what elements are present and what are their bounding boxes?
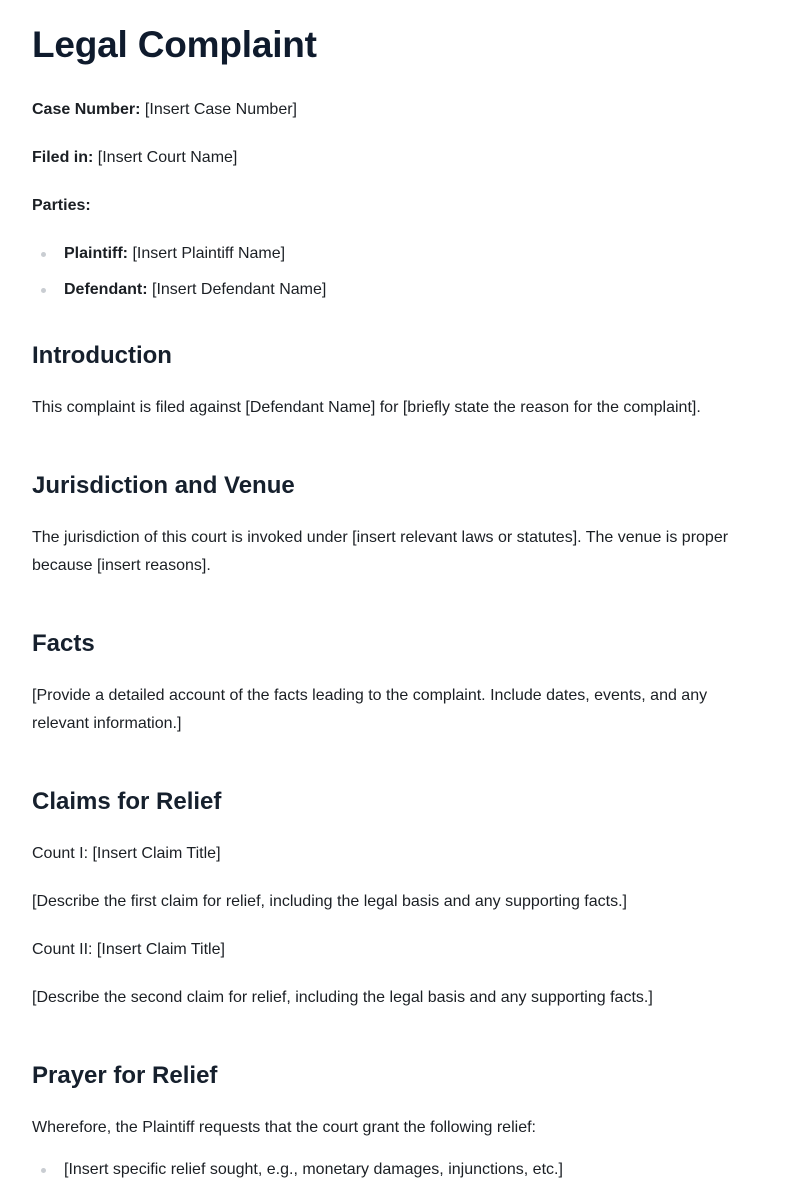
- jurisdiction-text: The jurisdiction of this court is invoked under [insert relevant laws or statutes]. The venue is proper because [insert reasons].: [32, 529, 729, 574]
- claim-count-2-description: [Describe the second claim for relief, including the legal basis and any supporting facts.]: [32, 989, 653, 1006]
- parties-line: [32, 194, 768, 218]
- case-number-line: [32, 98, 768, 122]
- case-number-value: [Insert Case Number]: [140, 101, 297, 118]
- list-item: [Insert specific relief sought, e.g., monetary damages, injunctions, etc.]: [32, 1158, 768, 1182]
- facts-heading: Facts: [32, 630, 95, 657]
- filed-in-label: Filed in:: [32, 149, 94, 166]
- prayer-text: Wherefore, the Plaintiff requests that the court grant the following relief:: [32, 1119, 536, 1136]
- claim-count-1-description: [Describe the first claim for relief, including the legal basis and any supporting facts.]: [32, 893, 627, 910]
- claim-count-1-title: Count I: [Insert Claim Title]: [32, 845, 221, 862]
- claims-heading: Claims for Relief: [32, 788, 222, 815]
- plaintiff-label: Plaintiff:: [64, 245, 128, 262]
- introduction-heading: Introduction: [32, 342, 172, 369]
- filed-in-value: [Insert Court Name]: [93, 149, 238, 166]
- prayer-heading: Prayer for Relief: [32, 1062, 218, 1089]
- list-item: [32, 278, 768, 302]
- facts-text: [Provide a detailed account of the facts leading to the complaint. Include dates, events, and any relevant information.]: [32, 687, 708, 732]
- defendant-label: Defendant:: [64, 281, 148, 298]
- parties-label: Parties:: [32, 197, 91, 214]
- jurisdiction-heading: Jurisdiction and Venue: [32, 472, 295, 499]
- case-number-label: Case Number:: [32, 101, 141, 118]
- relief-list: [32, 1158, 768, 1182]
- introduction-text: This complaint is filed against [Defendant Name] for [briefly state the reason for the complaint].: [32, 399, 701, 416]
- defendant-value: [Insert Defendant Name]: [147, 281, 327, 298]
- claim-count-2-title: Count II: [Insert Claim Title]: [32, 941, 225, 958]
- parties-list: [32, 242, 768, 302]
- plaintiff-value: [Insert Plaintiff Name]: [128, 245, 286, 262]
- list-item: [32, 242, 768, 266]
- filed-in-line: [32, 146, 768, 170]
- document-title: Legal Complaint: [32, 24, 317, 65]
